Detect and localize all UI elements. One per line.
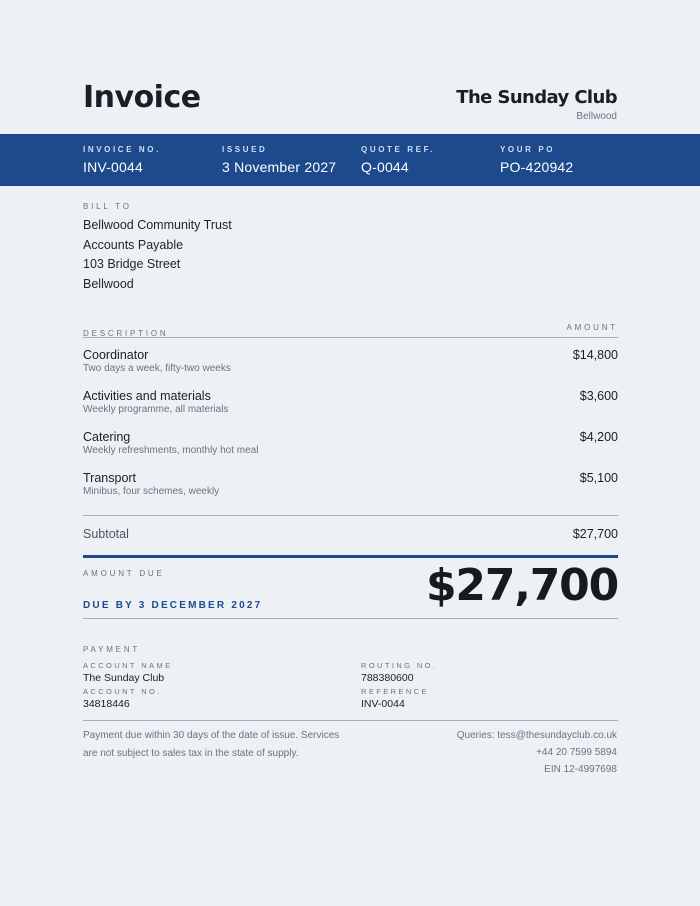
routing-no-field — [361, 661, 437, 684]
line-item — [83, 348, 618, 374]
amount-due-label: AMOUNT DUE — [83, 569, 165, 578]
meta-value: PO-420942 — [500, 159, 574, 175]
account-no-value: 34818446 — [83, 698, 130, 710]
meta-label: YOUR PO — [500, 145, 556, 154]
account-name-value: The Sunday Club — [83, 672, 165, 684]
brand-city: Bellwood — [576, 111, 617, 122]
divider — [83, 618, 618, 619]
line-item-title: Catering — [83, 430, 131, 444]
meta-quote-ref — [361, 145, 435, 175]
payment-terms — [83, 727, 353, 763]
accent-divider — [83, 555, 618, 558]
line-item-subtitle: Weekly refreshments, monthly hot meal — [83, 445, 259, 456]
routing-no-value: 788380600 — [361, 672, 414, 684]
line-item — [83, 389, 618, 415]
queries-email: Queries: tess@thesundayclub.co.uk — [456, 730, 617, 741]
line-item-title: Transport — [83, 471, 137, 485]
meta-value: INV-0044 — [83, 159, 143, 175]
line-item-title: Activities and materials — [83, 389, 211, 403]
bill-to-label: BILL TO — [83, 202, 132, 211]
reference-field — [361, 687, 429, 710]
page-title: Invoice — [83, 80, 201, 115]
line-item-subtitle: Minibus, four schemes, weekly — [83, 486, 220, 497]
meta-label: INVOICE NO. — [83, 145, 161, 154]
meta-your-po — [500, 145, 573, 175]
items-header — [83, 323, 618, 338]
line-item-subtitle: Weekly programme, all materials — [83, 404, 229, 415]
subtotal-value: $27,700 — [572, 527, 618, 541]
brand-block — [456, 87, 617, 122]
contact-block — [457, 727, 617, 778]
payment-terms-line: Payment due within 30 days of the date of issue. — [83, 730, 299, 741]
due-by-date: DUE BY 3 DECEMBER 2027 — [83, 600, 263, 611]
bill-to-line: Bellwood — [83, 277, 134, 292]
bill-to-line: 103 Bridge Street — [83, 257, 181, 272]
line-item — [83, 471, 618, 497]
line-item-subtitle: Two days a week, fifty-two weeks — [83, 363, 231, 374]
line-item-amount: $4,200 — [579, 430, 618, 444]
account-name-label: ACCOUNT NAME — [83, 661, 173, 670]
routing-no-label: ROUTING NO. — [361, 661, 438, 670]
divider — [83, 720, 618, 721]
meta-label: ISSUED — [222, 145, 268, 154]
amount-header: AMOUNT — [566, 323, 618, 332]
divider — [83, 515, 618, 516]
account-no-label: ACCOUNT NO. — [83, 687, 162, 696]
reference-label: REFERENCE — [361, 687, 429, 696]
meta-label: QUOTE REF. — [361, 145, 436, 154]
meta-value: 3 November 2027 — [222, 159, 337, 175]
bill-to-block — [83, 202, 232, 295]
subtotal-label: Subtotal — [83, 527, 129, 541]
meta-invoice-no — [83, 145, 161, 175]
account-name-field — [83, 661, 173, 684]
line-item-title: Coordinator — [83, 348, 149, 362]
line-item-amount: $5,100 — [579, 471, 618, 485]
bill-to-line: Accounts Payable — [83, 237, 184, 252]
phone-number: +44 20 7599 5894 — [536, 747, 617, 758]
line-item — [83, 430, 618, 456]
meta-value: Q-0044 — [361, 159, 409, 175]
tax-note-line: Services are not subject to sales tax in the state of supply. — [83, 730, 340, 759]
line-item-amount: $3,600 — [579, 389, 618, 403]
meta-issued — [222, 145, 336, 175]
amount-due-value: $27,700 — [425, 560, 618, 611]
invoice-meta-band — [0, 134, 700, 186]
subtotal-row — [83, 527, 618, 541]
ein-number: EIN 12-4997698 — [544, 764, 617, 775]
payment-label: PAYMENT — [83, 645, 141, 654]
bill-to-line: Bellwood Community Trust — [83, 218, 232, 232]
description-header: DESCRIPTION — [83, 329, 169, 338]
line-item-amount: $14,800 — [572, 348, 618, 362]
brand-name: The Sunday Club — [456, 87, 617, 108]
account-no-field — [83, 687, 162, 710]
reference-value: INV-0044 — [361, 698, 405, 710]
